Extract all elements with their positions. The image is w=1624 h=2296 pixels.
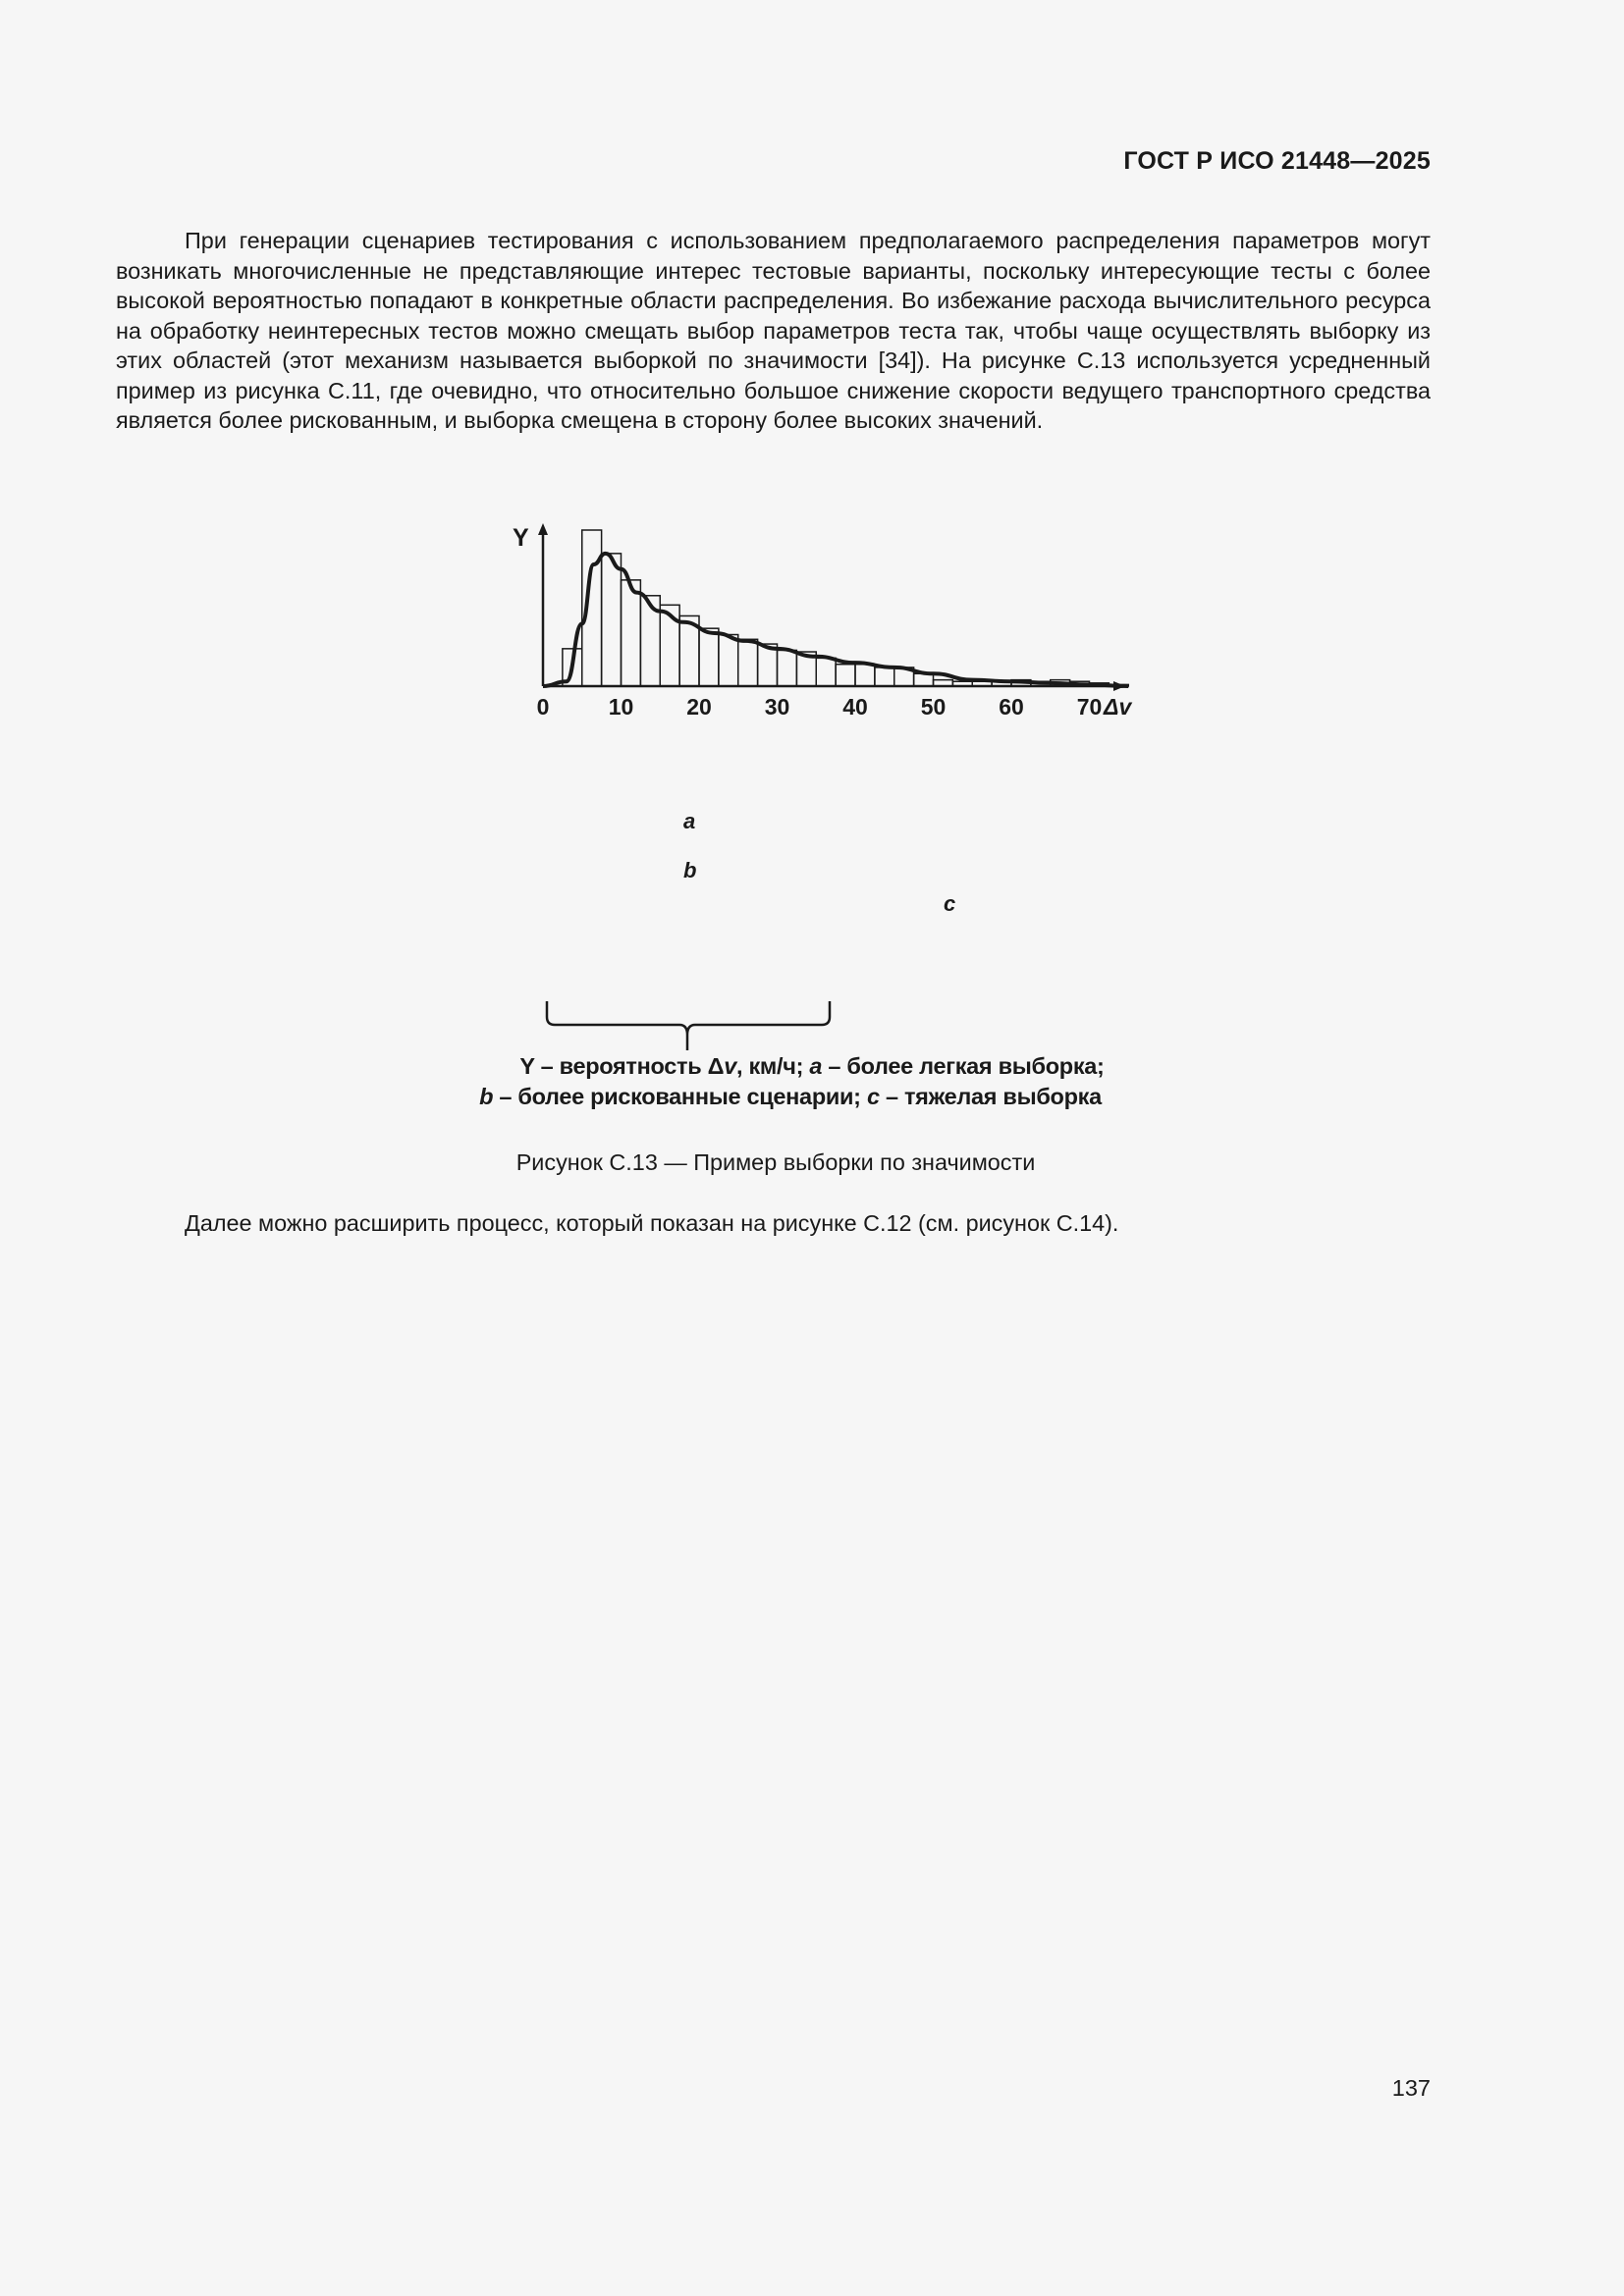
figure-caption: Рисунок С.13 — Пример выборки по значимости [515,1149,1036,1175]
importance-sampling-chart [0,0,1624,1139]
x-tick-label: 20 [686,694,712,720]
legend-c-desc: – тяжелая выборка [879,1084,1102,1109]
histogram-bar [719,635,738,686]
label-c: c [944,891,956,916]
histogram-bar [602,554,622,686]
legend-y-desc: – вероятность Δ [534,1053,725,1079]
histogram-bar [778,650,797,686]
page-number: 137 [1391,2075,1431,2101]
x-tick-label: 50 [920,694,947,720]
x-axis-arrow [1113,681,1125,691]
document-header: ГОСТ Р ИСО 21448—2025 [1123,147,1431,175]
legend-a: a [809,1053,823,1079]
x-axis-label: Δv [1104,694,1132,720]
histogram-bar [738,639,758,686]
histogram-bar [622,580,641,686]
label-a: a [683,809,696,833]
histogram-bar [855,665,875,686]
x-tick-label: 60 [999,694,1024,720]
y-axis-arrow [538,523,548,535]
legend-units: , км/ч; [736,1053,810,1079]
grouping-brace [547,1001,830,1050]
legend-v: v [724,1053,736,1079]
x-tick-label: 10 [608,694,634,720]
followup-paragraph: Далее можно расширить процесс, который показан на рисунке С.12 (см. рисунок С.14). [185,1210,1119,1236]
body-paragraph-text: При генерации сценариев тестирования с использованием предполагаемого распределения параметров могут возникать многочисленные не представляющие интерес тестовые варианты, поскольку интересующие тесты с более высокой вероятностью попадают в конкретные области распределения. Во избежание расхода вычислительного ресурса на обработку неинтересных тестов можно смещать выбор параметров теста так, чтобы чаще осуществлять выборку из этих областей (этот механизм называется выборкой по значимости [34]). На рисунке С.13 используется усредненный пример из рисунка С.11, где очевидно, что относительно большое снижение скорости ведущего транспортного средства является более рискованным, и выборка смещена в сторону более высоких значений. [116,228,1431,433]
histogram-bar [816,658,836,686]
x-tick-label: 40 [842,694,868,720]
figure-legend-line-1 [0,1053,1624,1080]
legend-y-label: Y [519,1053,535,1079]
legend-c: c [866,1084,880,1109]
histogram-bar [836,665,855,686]
y-axis-label: Y [513,524,529,552]
x-tick-labels [537,694,1103,720]
histogram-bar [875,667,894,686]
label-b: b [683,858,697,882]
legend-b: b [479,1084,494,1109]
figure-legend-line-2 [0,1084,1581,1110]
x-tick-label: 70 [1076,694,1103,720]
x-tick-label: 0 [536,694,550,720]
histogram-bar [699,628,719,686]
x-tick-label: 30 [764,694,790,720]
legend-a-desc: – более легкая выборка; [822,1053,1105,1079]
legend-b-desc: – более рискованные сценарии; [493,1084,867,1109]
